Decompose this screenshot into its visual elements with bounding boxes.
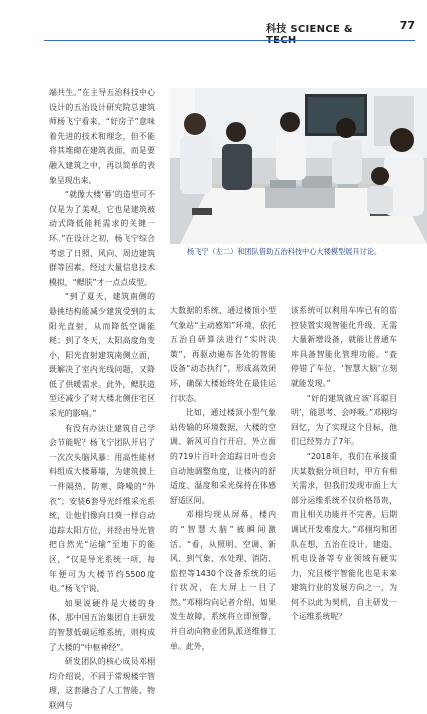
paragraph: 邓栩均现从屏幕，楼内的“智慧大脑”被瞬间激活。“看，从照明、空调、新风、到气象、水处理、消防、监控等1430个设备系统的运行状况，在大屏上一目了然。”邓栩均向记者介绍，如果发生故障，系统将立即预警，并自动向物业团队派送维修工单。此外， xyxy=(170,510,276,651)
meeting-photo-illustration xyxy=(170,88,427,244)
paragraph: “2018年，我们在承接重庆某数据分项目时，甲方有相关需求，但我们发现市面上大部分运维系统不仅价格昂贵，而且相关功能并不完善，后期调试开发难度大。”邓栩均和团队在想，五治在设计、建造、机电设备等专业领域有硬实力，究且楼宇智能化也是未来建筑行业的发展方向之一，为何不以此为契机，自主研发一个运维系统呢？ xyxy=(291,451,397,622)
paragraph: “到了夏天，建筑南侧的悬挑结构能减少建筑受到的太阳光直射，从而降低空调能耗；到了冬天，太阳高度角变小，阳光直射建筑南侧立面，既解决了室内光线问题，又降低了供暖需求。此外，鳃肤造型还减少了对大楼北侧住宅区采光的影响。” xyxy=(49,292,155,419)
text-column-3 xyxy=(291,304,397,625)
section-label: 科技 SCIENCE & xyxy=(266,24,353,35)
photo-caption: 杨飞宁（左二）和团队借助五治科技中心大楼模型展开讨论。 xyxy=(187,247,382,256)
paragraph: 有没有办法让建筑自己学会节能呢？杨飞宁团队开启了一次次头脑风暴：用高性能材料组成大楼幕墙，为建筑披上一件隔热、防寒、降噪的“外衣”；安装6套导光纤维采光系统，让他们像向日葵一样自动追踪太阳方位，并经由导光管把自然光“运输”至地下的能区，“仅是导光系统一项，每年便可为大楼节约5500度电。”杨飞宁说。 xyxy=(49,423,155,594)
paragraph: 端共生。”在主导五治科技中心设计的五治设计研究院总建筑师杨飞宁看来，“好房子”意味着先进的技术和理念，但不能将其堆砌在建筑表面，而是要融入建筑之中，再以简单的表象呈现出来。 xyxy=(49,88,155,185)
page-header xyxy=(266,20,415,38)
paragraph: 比如，通过楼顶小型气象站传输的环境数据，大楼的空调、新风可自行开启，外立面的719片百叶会追踪日叶也会自动地调整角度，让楼内的舒适度、温度和采光保持在体感舒适区间。 xyxy=(170,408,276,505)
paragraph: 大数据的系统，通过楼顶小型气象站“主动感知”环境，依托五治自研算法进行“实时决策”，再驱动遍布各处的智能设备“动态执行”，形成高效闭环，确保大楼始终处在最佳运行状态。 xyxy=(170,306,276,403)
header-rule xyxy=(44,40,415,41)
page-number: 77 xyxy=(399,19,415,32)
text-column-1 xyxy=(49,86,155,714)
paragraph: “就像大楼‘幕’的造型可不仅是为了美观，它也是建筑被动式降低能耗需求的关键一环。”在设计之初，杨飞宁综合考虑了日照、风向、周边建筑群等因素，经过大量信息技术模拟，“鳃肤”才一点点成型。 xyxy=(49,190,155,287)
paragraph: “好的建筑就应该‘耳聪目明’，能思考、会呼吸。”邓栩均回忆，为了实现这个目标，他们已经努力了7年。 xyxy=(291,393,397,447)
text-column-2 xyxy=(170,304,276,654)
paragraph: 该系统可以利用车库已有的监控装置实现智能化升级，无需大量新增设备，就能让普通车库具备智能化管理功能。“查停错了车位，‘智慧大脑’立刻就能发现。” xyxy=(291,306,397,388)
paragraph: 研发团队的核心成员邓栩均介绍说，不同于常规楼宇管理，这套融合了人工智能、物联网与 xyxy=(49,657,155,710)
meeting-photo xyxy=(170,88,427,244)
paragraph: 如果说硬件是大楼的身体，那中国五治集团自主研发的智慧低碳运维系统，则构成了大楼的“中枢神经”。 xyxy=(49,598,155,652)
